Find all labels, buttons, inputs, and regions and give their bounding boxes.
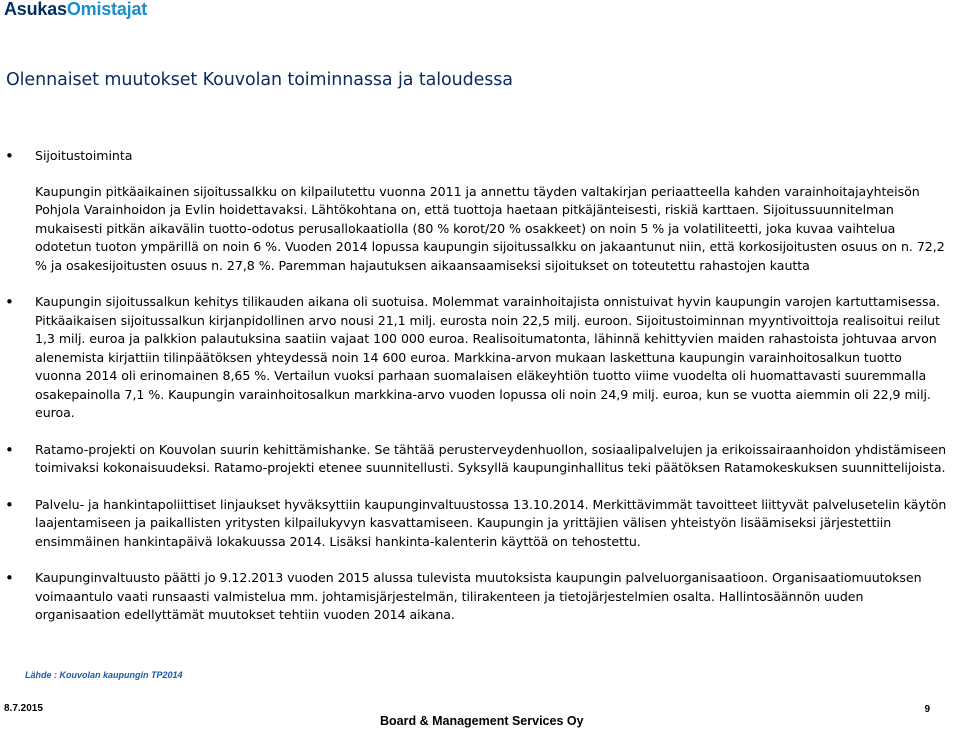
bullet-dot-icon: • (5, 569, 14, 587)
bullet-dot-icon: • (5, 440, 14, 459)
section-text: Kaupungin sijoitussalkun kehitys tilikauden aikana oli suotuisa. Molemmat varainhoitajista onnistuivat hyvin kaupungin varojen kartuttamisessa. Pitkäaikaisen sijoitussalkun kirjanpidollinen arvo nousi 21,1 milj. eurosta noin 22,5 milj. euroon. Sijoitustoiminnan myyntivoittoja realisoitui reilut 1,3 milj. euroa ja palkkion palautuksina saatiin vajaat 100 000 euroa. Realisoitumatonta, lähinnä kehittyvien maiden rahastoista johtuvaa arvon alenemista kirjattiin tilinpäätöksen yhteydessä noin 14 600 euroa. Markkina-arvon mukaan laskettuna kaupungin varainhoitosalkun tuotto vuonna 2014 oli erinomainen 8,65 %. Vertailun vuoksi parhaan suomalaisen eläkeyhtiön tuotto viime vuodelta oli huomattavasti suuremmalla osakepainolla 7,1 %. Kaupungin varainhoitosalkun markkina-arvo vuoden lopussa oli noin 24,9 milj. euroa, kun se vuotta aiemmin oli 22,9 milj. euroa. (35, 294, 941, 420)
list-item (0, 441, 960, 478)
list-item (0, 496, 960, 552)
list-item (0, 293, 960, 423)
page-title: Olennaiset muutokset Kouvolan toiminnassa ja taloudessa (6, 70, 513, 90)
source-note: Lähde : Kouvolan kaupungin TP2014 (25, 670, 183, 680)
list-item (0, 147, 960, 275)
bullet-dot-icon: • (5, 495, 14, 514)
brand-logo-part1: Asukas (4, 0, 67, 19)
footer-date: 8.7.2015 (4, 703, 43, 714)
section-text: Kaupunginvaltuusto päätti jo 9.12.2013 vuoden 2015 alussa tulevista muutoksista kaupungin palveluorganisaatioon. Organisaatiomuutoksen voimaantulo vaati runsaasti valmistelua mm. johtamisjärjestelmän, tilirakenteen ja tietojärjestelmien osalta. Hallintosäännön uuden organisaation edellyttämät muutokset tehtiin vuoden 2014 aikana. (35, 570, 922, 622)
section-text: Kaupungin pitkäaikainen sijoitussalkku on kilpailutettu vuonna 2011 ja annettu täyden valtakirjan periaatteella kahden varainhoitajayhteisön Pohjola Varainhoidon ja Evlin hoidettavaksi. Lähtökohtana on, että tuottoja haetaan pitkäjänteisesti, riskiä karttaen. Sijoitussuunnitelman mukaisesti pitkän aikavälin tuotto-odotus perusallokaatiolla (80 % korot/20 % osakkeet) on noin 5 % ja volatiliteetti, joka kuvaa vaihtelua odotetun tuoton ympärillä on noin 6 %. Vuoden 2014 lopussa kaupungin sijoitussalkku on jakaantunut niin, että korkosijoitusten osuus on n. 72,2 % ja osakesijoitusten osuus n. 27,8 %. Paremman hajautuksen aikaansaamiseksi sijoitukset on toteutettu rahastojen kautta (35, 183, 945, 273)
section-text: Ratamo-projekti on Kouvolan suurin kehittämishanke. Se tähtää perusterveydenhuollon, sosiaalipalvelujen ja erikoissairaanhoidon yhdistämiseen toimivaksi kokonaisuudeksi. Ratamo-projekti etenee suunnitellusti. Syksyllä kaupunginhallitus teki päätöksen Ratamokeskuksen suunnittelijoista. (35, 441, 947, 475)
brand-logo-part2: Omistajat (66, 0, 148, 19)
section-heading: Sijoitustoiminta (35, 148, 133, 163)
bullet-dot-icon: • (5, 147, 14, 165)
bullet-list (0, 147, 960, 625)
bullet-dot-icon: • (5, 293, 14, 311)
list-item (0, 569, 960, 625)
brand-logo (4, 0, 147, 20)
page-number: 9 (924, 704, 930, 715)
footer-company: Board & Management Services Oy (380, 714, 584, 728)
section-text: Palvelu- ja hankintapoliittiset linjaukset hyväksyttiin kaupunginvaltuustossa 13.10.2014. Merkittävimmät tavoitteet liittyvät palvelusetelin käytön laajentamiseen ja paikallisten yritysten kilpailukyvyn kasvattamiseen. Kaupungin ja yrittäjien välisen yhteistyön lisäämiseksi järjestettiin ensimmäinen hankintapäivä lokakuussa 2014. Lisäksi hankinta-kalenterin käyttöä on tehostettu. (35, 496, 947, 549)
